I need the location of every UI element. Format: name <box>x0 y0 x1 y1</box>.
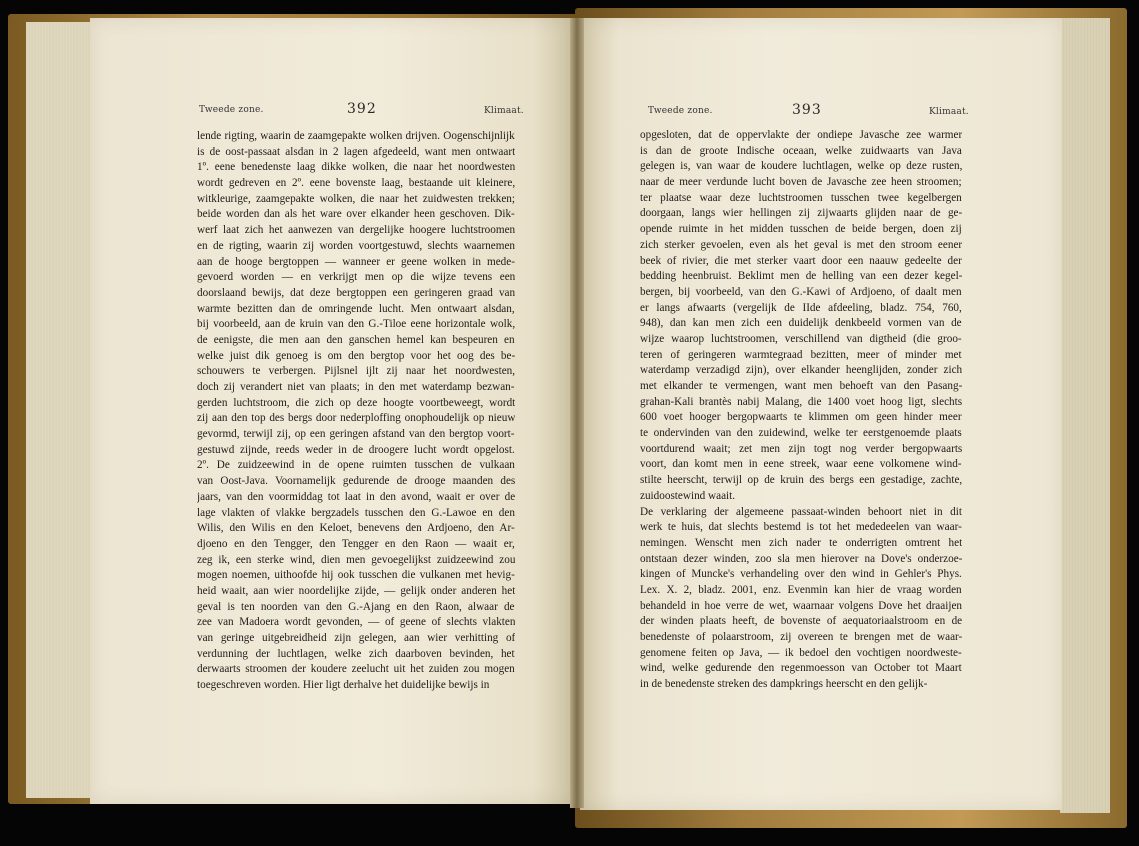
text-line: schouwers te verbergen. Pijlsnel ijlt zij naar het noordwesten, <box>197 365 515 378</box>
text-line: stilte heerscht, terwijl op de kruin des bergs een gestadige, zachte, <box>640 474 962 487</box>
text-line: doorgaan, langs wier hellingen zij zijwaarts glijden naar de ge- <box>640 207 962 220</box>
right-page-edges <box>1060 18 1110 813</box>
text-line: voort, dan komt men in eene streek, waar eene volkomene wind- <box>640 458 962 471</box>
text-line: van Oost-Java. Voornamelijk gedurende de drooge maanden des <box>197 475 515 488</box>
text-line: werf laat zich het aanwezen van dergelijke hoogere luchtstroomen <box>197 224 515 237</box>
text-line: lende rigting, waarin de zaamgepakte wolken drijven. Oogenschijnlijk <box>197 130 515 142</box>
left-running-head: Tweede zone. <box>199 105 264 115</box>
text-line: zuidoostewind waait. <box>640 489 736 502</box>
text-line: grahan-Kali brantès nabij Malang, die 1400 voet hoog ligt, slechts <box>640 395 962 408</box>
text-line: ter plaatse waar deze luchtstroomen tusschen twee kegelbergen <box>640 191 962 204</box>
text-line: Wilis, den Wilis en den Keloet, benevens den Ardjoeno, den Ar- <box>197 522 515 535</box>
text-line: jaars, van den voormiddag tot laat in den avond, waait er over de <box>197 490 515 503</box>
text-line: teren of geringeren warmtegraad bezitten, meer of minder met <box>640 348 962 361</box>
text-line: 2º. De zuidzeewind in de opene ruimten tusschen de vulkaan <box>197 459 515 472</box>
text-line: zij aan den top des bergs door nederploffing onophoudelijk op nieuw <box>197 412 515 425</box>
text-line: werk te huis, dat slechts bestemd is tot het mededeelen van waar- <box>640 521 962 534</box>
text-line: benedenste of polaarstroom, zij overeen te brengen met de waar- <box>640 631 962 643</box>
text-line: 1º. eene benedenste laag dikke wolken, die naar het noordwesten <box>197 161 515 174</box>
text-line: met elkander te vermengen, want men behoeft van den Pasang- <box>640 380 962 392</box>
text-line: behandeld in hoe verre de wet, waarnaar volgens Dove het draaijen <box>640 599 962 612</box>
text-line: 948), dan kan men zich een duidelijk denkbeeld vormen van de <box>640 317 962 330</box>
text-line: heid waait, aan wier noordelijke zijde, — gelijk onder anderen het <box>197 584 515 597</box>
text-line: djoeno en den Tengger, den Tengger en den Raon — waait er, <box>197 537 515 550</box>
text-line: zee van Madoera wordt gevonden, — of geene of slechts vlakten <box>197 616 515 629</box>
text-line: 600 voet hooger bergopwaarts te klimmen om geen hinder meer <box>640 411 962 424</box>
text-line: wijze waarop luchtstroomen, verschillend van digtheid (die groo- <box>640 332 962 345</box>
text-line: welke juist dik genoeg is om den bergtop voor het oog des be- <box>197 349 515 362</box>
text-line: toegeschreven worden. Hier ligt derhalve het duidelijke bewijs in <box>197 679 490 692</box>
text-line: witkleurige, zaamgepakte wolken, die naar het zuidwesten trekken; <box>197 192 515 205</box>
text-line: opgesloten, dat de oppervlakte der ondiepe Javasche zee warmer <box>640 129 962 141</box>
text-line: bij voorbeeld, aan de kruin van den G.-Tiloe eene horizontale wolk, <box>197 318 515 331</box>
text-line: te ondervinden van den zuidewind, welke ter eerstgenoemde plaats <box>640 427 962 440</box>
text-line: wordt gedreven en 2º. eene bovenste laag, bestaande uit kleinere, <box>197 177 515 190</box>
text-line: zeg ik, een sterke wind, dien men gevoegelijkst zuidzeewind zou <box>197 553 515 566</box>
text-line: opende ruimte in het midden tusschen de beide bergen, doen zij <box>640 223 962 236</box>
right-running-head: Tweede zone. <box>648 106 713 116</box>
text-line: bedding heenbruist. Beklimt men de helling van een dezer kegel- <box>640 270 962 283</box>
text-line: genomene feiten op Java, — ik bedoel den vochtigen noordweste- <box>640 646 962 659</box>
text-line: wind, welke gedurende den regenmoesson van October tot Maart <box>640 662 962 675</box>
text-line: nemingen. Wenscht men zich nader te onderrigten omtrent het <box>640 536 962 549</box>
text-line: is dan de groote Indische oceaan, welke zuidwaarts van Java <box>640 144 962 157</box>
text-line: voortdurend waait; zet men zijn togt nog verder bergopwaarts <box>640 442 962 455</box>
text-line: der winden plaats heeft, de bovenste of aequatoriaalstroom en de <box>640 615 962 628</box>
text-line: bergen, bij voorbeeld, van den G.-Kawi of Ardjoeno, of daalt men <box>640 285 962 298</box>
left-page-body <box>197 129 515 694</box>
text-line: van geringe uitgebreidheid zijn gelegen, aan wier verhitting of <box>197 632 515 644</box>
text-line: waterdamp verzadigd zijn), over elkander heenglijden, zonder zich <box>640 364 962 377</box>
text-line: er langs afwaarts (vergelijk de IIde afdeeling, bladz. 754, 760, <box>640 301 962 314</box>
left-page-edges <box>26 22 94 798</box>
right-page-body <box>640 128 962 693</box>
text-line: gestuwd zijnde, reeds weder in de droogere lucht wordt opgelost. <box>197 443 515 456</box>
text-line: in de benedenste streken des dampkrings heerscht en den gelijk- <box>640 678 928 691</box>
text-line: Lex. X. 2, bladz. 2001, enz. Evenmin kan hier de vraag worden <box>640 583 962 596</box>
text-line: gerden luchtstroom, die zich op deze hoogte voortbeweegt, wordt <box>197 396 515 409</box>
text-line: en de rigting, waarin zij worden voortgestuwd, slechts waarnemen <box>197 239 515 252</box>
text-line: is de oost-passaat alsdan in 2 lagen afgedeeld, want men ontwaart <box>197 145 515 158</box>
text-line: gelegen is, van waar de koudere luchtlagen, welke op deze rusten, <box>640 160 962 173</box>
text-line: kingen of Muncke's verhandeling over den wind in Gehler's Phys. <box>640 568 962 581</box>
text-line: verdunning der luchtlagen, welke zich daarboven bevinden, het <box>197 647 515 660</box>
text-line: zich sterker gevoelen, even als het geval is met den stroom eener <box>640 238 962 251</box>
left-running-head-right: Klimaat. <box>484 106 524 116</box>
right-page-number: 393 <box>792 102 822 118</box>
text-line: doorslaand bewijs, dat deze bergtoppen een geringeren graad van <box>197 286 515 299</box>
text-line: gevoerd worden — en verkrijgt men op die wijze tevens een <box>197 271 515 284</box>
text-line: beek of rivier, die met sterker vaart door een naauw gedeelte der <box>640 254 962 267</box>
left-page-number: 392 <box>347 101 377 117</box>
text-line: lage vlakten of vlakke bergzadels tusschen den G.-Lawoe en den <box>197 506 515 519</box>
text-line: ontstaan dezer winden, zoo sla men hierover na Dove's onderzoe- <box>640 552 962 565</box>
text-line: aan de hooge bergtoppen — wanneer er geene wolken in mede- <box>197 255 515 268</box>
text-line: naar de meer verdunde lucht boven de Javasche zee heen stroomen; <box>640 176 962 189</box>
text-line: geval is ten noorden van den G.-Ajang en den Raon, alwaar de <box>197 600 515 613</box>
text-line: warmte bezitten dan de omringende lucht. Men ontwaart alsdan, <box>197 302 515 315</box>
right-running-head-right: Klimaat. <box>929 107 969 117</box>
text-line: beide worden dan als het ware over elkander heen geschoven. Dik- <box>197 208 515 221</box>
text-line: doch zij verandert niet van plaats; in den met waterdamp bezwan- <box>197 381 515 393</box>
text-line: derwaarts stroomen der koudere zeelucht uit het zuiden zou mogen <box>197 663 515 676</box>
text-line: de eenigste, die men aan den ganschen hemel kan bespeuren en <box>197 333 515 346</box>
book-gutter <box>570 18 584 808</box>
text-line: mogen noemen, uithoofde hij ook tusschen die vulkanen met hevig- <box>197 569 515 582</box>
text-line: gevormd, terwijl zij, op een geringen afstand van den bergtop voort- <box>197 428 515 441</box>
text-line: De verklaring der algemeene passaat-winden behoort niet in dit <box>640 505 962 518</box>
